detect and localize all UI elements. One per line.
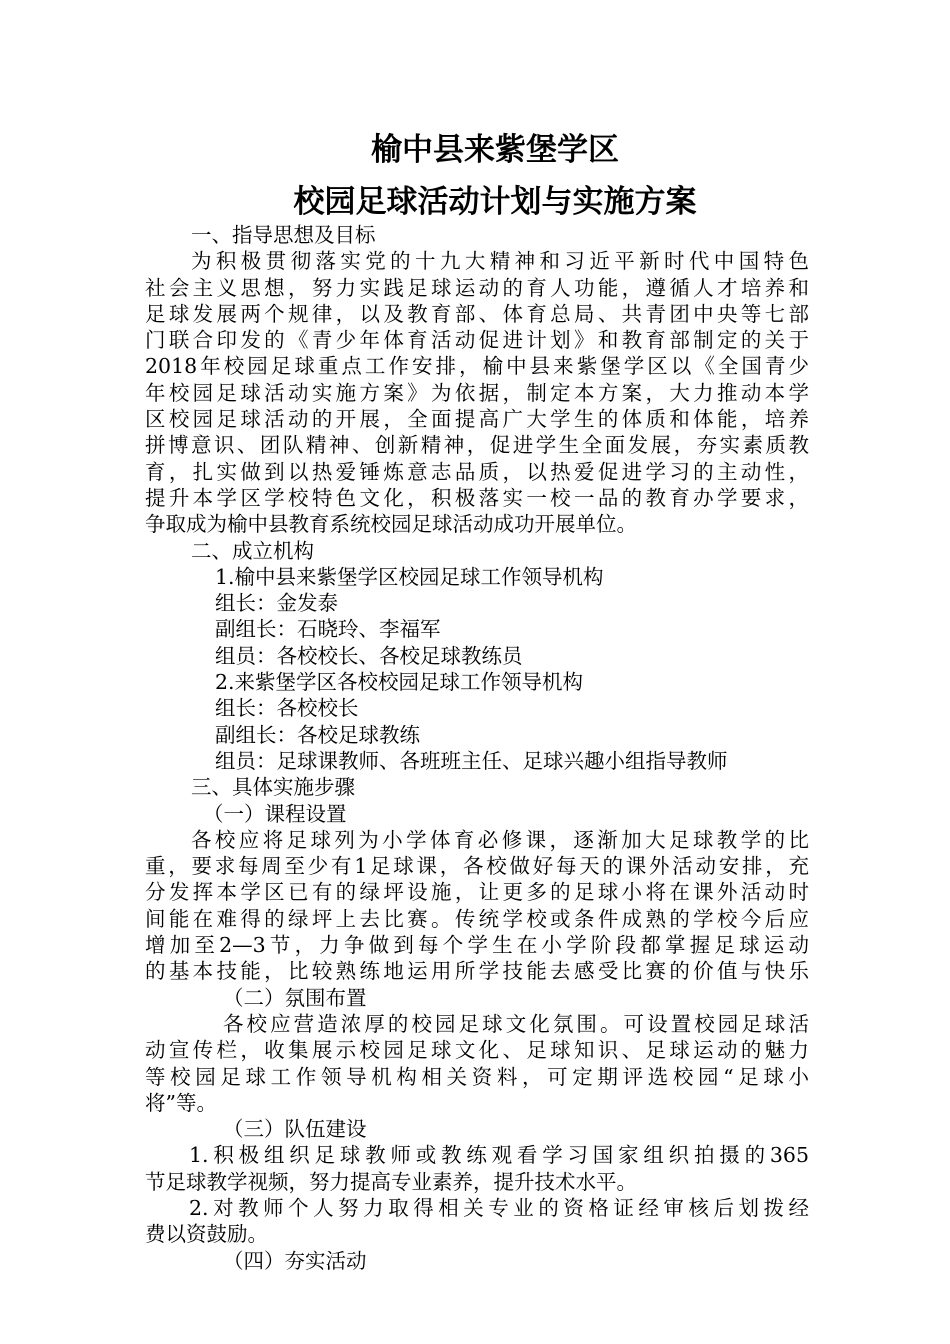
paragraph-line: 年校园足球活动实施方案》为依据，制定本方案，大力推动本学 bbox=[145, 380, 809, 405]
paragraph-line: 足球发展两个规律，以及教育部、体育总局、共青团中央等七部 bbox=[145, 301, 809, 326]
list-item: 组员：足球课教师、各班班主任、足球兴趣小组指导教师 bbox=[215, 748, 728, 773]
paragraph-line: 节足球教学视频，努力提高专业素养，提升技术水平。 bbox=[145, 1169, 637, 1194]
list-item: 副组长：石晓玲、李福军 bbox=[215, 617, 441, 642]
section-heading-2: 二、成立机构 bbox=[191, 538, 314, 563]
paragraph-line: 社会主义思想，努力实践足球运动的育人功能，遵循人才培养和 bbox=[145, 275, 809, 300]
paragraph-line: 等校园足球工作领导机构相关资料，可定期评选校园“足球小 bbox=[145, 1064, 809, 1089]
document-body bbox=[145, 222, 809, 1274]
list-item: 副组长：各校足球教练 bbox=[215, 722, 420, 747]
subsection-heading: （四）夯实活动 bbox=[223, 1248, 367, 1273]
paragraph-line: 增加至2—3节，力争做到每个学生在小学阶段都掌握足球运动 bbox=[145, 933, 809, 958]
list-item: 组员：各校校长、各校足球教练员 bbox=[215, 643, 523, 668]
paragraph-line: 争取成为榆中县教育系统校园足球活动成功开展单位。 bbox=[145, 512, 637, 537]
section-heading-3: 三、具体实施步骤 bbox=[191, 775, 355, 800]
paragraph-line: 的基本技能，比较熟练地运用所学技能去感受比赛的价值与快乐 bbox=[145, 959, 809, 984]
paragraph-line: 提升本学区学校特色文化，积极落实一校一品的教育办学要求， bbox=[145, 485, 809, 510]
paragraph-line: 门联合印发的《青少年体育活动促进计划》和教育部制定的关于 bbox=[145, 328, 809, 353]
paragraph-line: 区校园足球活动的开展，全面提高广大学生的体质和体能，培养 bbox=[145, 407, 809, 432]
subsection-heading: （三）队伍建设 bbox=[223, 1117, 367, 1142]
document-title-line-2: 校园足球活动计划与实施方案 bbox=[293, 184, 697, 220]
paragraph-line: 各校应将足球列为小学体育必修课，逐渐加大足球教学的比 bbox=[191, 827, 809, 852]
document-title-line-1: 榆中县来紫堡学区 bbox=[371, 132, 619, 168]
paragraph-line: 重，要求每周至少有1足球课，各校做好每天的课外活动安排，充 bbox=[145, 854, 809, 879]
paragraph-line: 动宣传栏，收集展示校园足球文化、足球知识、足球运动的魅力 bbox=[145, 1038, 809, 1063]
subsection-heading: （二）氛围布置 bbox=[223, 985, 367, 1010]
list-item: 组长：金发泰 bbox=[215, 591, 338, 616]
list-item: 2.来紫堡学区各校校园足球工作领导机构 bbox=[215, 670, 584, 695]
list-item: 组长：各校校长 bbox=[215, 696, 359, 721]
paragraph-line: 为积极贯彻落实党的十九大精神和习近平新时代中国特色 bbox=[191, 249, 809, 274]
paragraph-line: 间能在难得的绿坪上去比赛。传统学校或条件成熟的学校今后应 bbox=[145, 906, 809, 931]
paragraph-line: 分发挥本学区已有的绿坪设施，让更多的足球小将在课外活动时 bbox=[145, 880, 809, 905]
paragraph-line: 各校应营造浓厚的校园足球文化氛围。可设置校园足球活 bbox=[223, 1011, 809, 1036]
section-heading-1: 一、指导思想及目标 bbox=[191, 223, 376, 247]
paragraph-line: 费以资鼓励。 bbox=[145, 1222, 268, 1247]
paragraph-line: 2018年校园足球重点工作安排，榆中县来紫堡学区以《全国青少 bbox=[145, 354, 809, 379]
paragraph-line: 1.积极组织足球教师或教练观看学习国家组织拍摄的365 bbox=[189, 1143, 809, 1168]
subsection-heading: （一）课程设置 bbox=[203, 801, 347, 826]
paragraph-line: 将”等。 bbox=[145, 1090, 217, 1115]
paragraph-line: 2.对教师个人努力取得相关专业的资格证经审核后划拨经 bbox=[189, 1195, 809, 1220]
paragraph-line: 育，扎实做到以热爱锤炼意志品质，以热爱促进学习的主动性， bbox=[145, 459, 809, 484]
paragraph-line: 拼博意识、团队精神、创新精神，促进学生全面发展，夯实素质教 bbox=[145, 433, 809, 458]
list-item: 1.榆中县来紫堡学区校园足球工作领导机构 bbox=[215, 564, 604, 589]
